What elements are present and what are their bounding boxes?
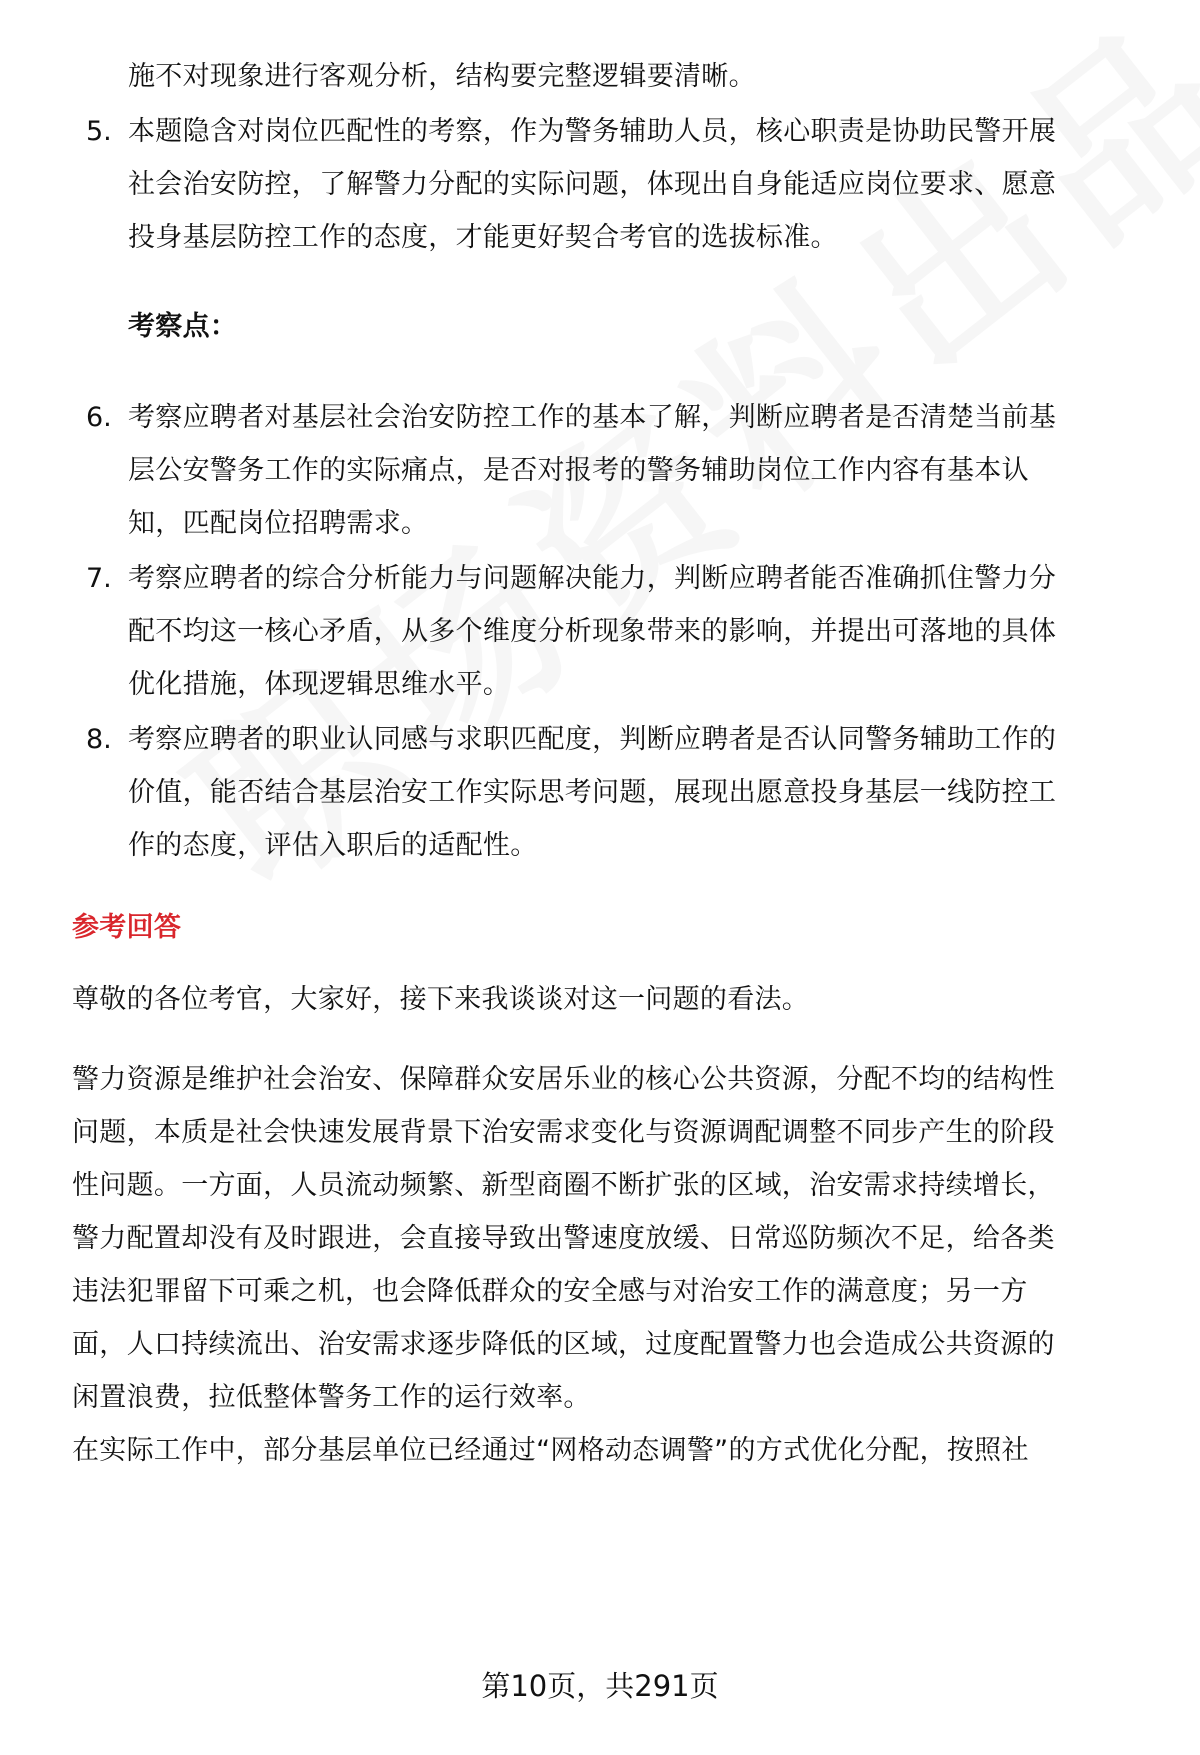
item-7-line: 优化措施，体现逻辑思维水平。 (128, 669, 511, 700)
answer-paragraph-line: 在实际工作中，部分基层单位已经通过“网格动态调警”的方式优化分配，按照社 (72, 1435, 1029, 1466)
section-heading-answer: 参考回答 (72, 912, 182, 943)
answer-paragraph-line: 警力资源是维护社会治安、保障群众安居乐业的核心公共资源，分配不均的结构性 (72, 1064, 1055, 1095)
item-8-line: 作的态度，评估入职后的适配性。 (128, 830, 538, 861)
item-6-line: 知，匹配岗位招聘需求。 (128, 508, 429, 539)
item-8-line: 考察应聘者的职业认同感与求职匹配度，判断应聘者是否认同警务辅助工作的 (128, 724, 1057, 755)
page-number-footer: 第10页，共291页 (481, 1669, 719, 1703)
answer-paragraph-line: 违法犯罪留下可乘之机，也会降低群众的安全感与对治安工作的满意度；另一方 (72, 1276, 1028, 1307)
section-heading-kaochadian: 考察点： (128, 311, 238, 342)
item-5-line: 投身基层防控工作的态度，才能更好契合考官的选拔标准。 (128, 222, 838, 253)
item-6-line: 层公安警务工作的实际痛点，是否对报考的警务辅助岗位工作内容有基本认 (128, 455, 1029, 486)
item-7-number: 7. (86, 563, 112, 594)
item-6-line: 考察应聘者对基层社会治安防控工作的基本了解，判断应聘者是否清楚当前基 (128, 402, 1057, 433)
answer-paragraph-line: 闲置浪费，拉低整体警务工作的运行效率。 (72, 1382, 591, 1413)
item-5-line: 本题隐含对岗位匹配性的考察，作为警务辅助人员，核心职责是协助民警开展 (128, 116, 1057, 147)
answer-paragraph-line: 问题，本质是社会快速发展背景下治安需求变化与资源调配调整不同步产生的阶段 (72, 1117, 1055, 1148)
item-8-line: 价值，能否结合基层治安工作实际思考问题，展现出愿意投身基层一线防控工 (128, 777, 1057, 808)
continuation-line: 施不对现象进行客观分析，结构要完整逻辑要清晰。 (128, 61, 756, 92)
item-6-number: 6. (86, 402, 112, 433)
item-5-number: 5. (86, 116, 112, 147)
answer-paragraph-line: 警力配置却没有及时跟进，会直接导致出警速度放缓、日常巡防频次不足，给各类 (72, 1223, 1055, 1254)
item-7-line: 配不均这一核心矛盾，从多个维度分析现象带来的影响，并提出可落地的具体 (128, 616, 1057, 647)
answer-paragraph-line: 面，人口持续流出、治安需求逐步降低的区域，过度配置警力也会造成公共资源的 (72, 1329, 1055, 1360)
item-5-line: 社会治安防控，了解警力分配的实际问题，体现出自身能适应岗位要求、愿意 (128, 169, 1057, 200)
item-7-line: 考察应聘者的综合分析能力与问题解决能力，判断应聘者能否准确抓住警力分 (128, 563, 1057, 594)
item-8-number: 8. (86, 724, 112, 755)
answer-paragraph-line: 性问题。一方面，人员流动频繁、新型商圈不断扩张的区域，治安需求持续增长， (72, 1170, 1055, 1201)
answer-intro: 尊敬的各位考官，大家好，接下来我谈谈对这一问题的看法。 (72, 984, 810, 1015)
